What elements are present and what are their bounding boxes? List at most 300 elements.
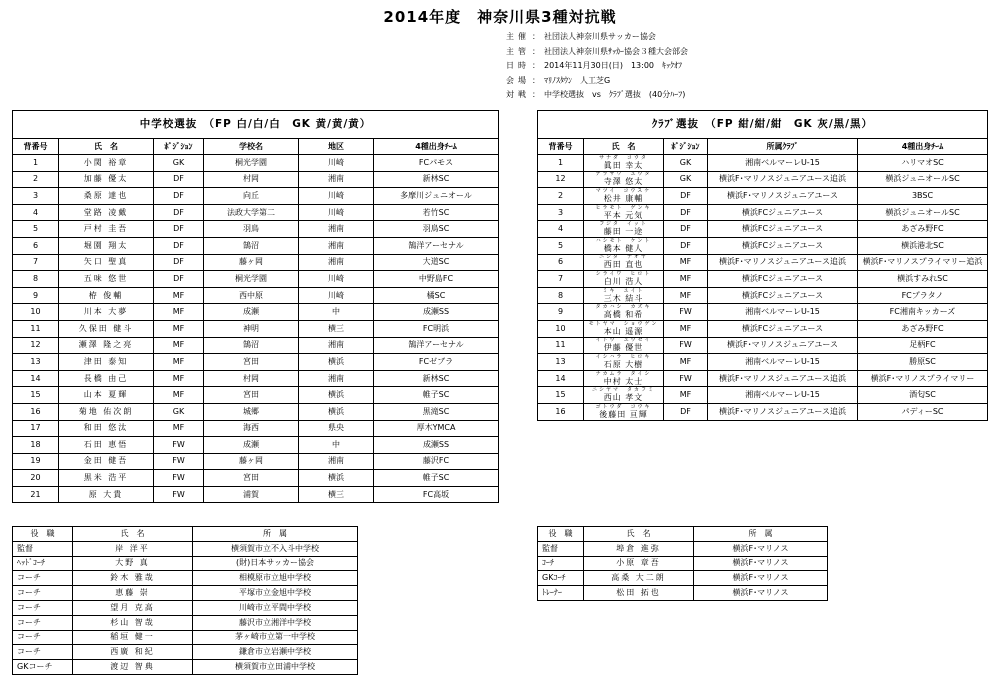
school-selection-table	[12, 110, 499, 503]
club: 湘南ベルマーレU-15	[708, 155, 858, 172]
player-furigana: モトヤマ ショウゲン	[588, 320, 659, 327]
position: DF	[664, 237, 708, 254]
table-row	[13, 437, 499, 454]
shirt-number: 2	[13, 171, 59, 188]
player-kanji: 藤田 一途	[603, 227, 644, 237]
school: 鵠沼	[204, 337, 299, 354]
staff-affiliation: 川崎市立平間中学校	[193, 600, 358, 615]
info-value: 中学校選抜 vs ｸﾗﾌﾞ選抜 (40分ﾊｰﾌ)	[544, 90, 686, 99]
club: 湘南ベルマーレU-15	[708, 387, 858, 404]
position: DF	[154, 237, 204, 254]
school: 城郷	[204, 403, 299, 420]
player-furigana: イトウ ユウセイ	[595, 337, 652, 344]
table-row	[538, 337, 988, 354]
table-row	[538, 556, 828, 571]
club: 湘南ベルマーレU-15	[708, 354, 858, 371]
player-kanji: 平本 元気	[603, 210, 644, 220]
shirt-number: 12	[538, 171, 584, 188]
shirt-number: 3	[538, 204, 584, 221]
info-value: 2014年11月30日(日) 13:00 ｷｯｸｵﾌ	[544, 61, 683, 70]
table-row	[538, 403, 988, 420]
player-name: 堂路 凌戴	[59, 204, 154, 221]
origin-team: パディーSC	[858, 403, 988, 420]
player-name: 小関 裕章	[59, 155, 154, 172]
table-row	[13, 337, 499, 354]
staff-affiliation: 横浜F･マリノス	[694, 571, 828, 586]
player-name: 矢口 聖真	[59, 254, 154, 271]
player-furigana: ニシヤマ タカフミ	[591, 387, 655, 394]
column-header: 4種出身ﾁｰﾑ	[374, 139, 499, 155]
position: DF	[664, 221, 708, 238]
player-name	[584, 320, 664, 337]
player-name	[584, 337, 664, 354]
shirt-number: 12	[13, 337, 59, 354]
player-name: 金田 健吾	[59, 453, 154, 470]
player-kanji: 中村 太士	[603, 376, 644, 386]
staff-affiliation: 茅ヶ崎市立第一中学校	[193, 630, 358, 645]
staff-role: コーチ	[13, 630, 73, 645]
district: 横浜	[299, 354, 374, 371]
origin-team: 成瀬SS	[374, 437, 499, 454]
staff-affiliation: 横浜F･マリノス	[694, 556, 828, 571]
info-separator: ：	[532, 32, 540, 41]
school: 藤ヶ岡	[204, 453, 299, 470]
district: 横浜	[299, 387, 374, 404]
column-header: 所 属	[694, 527, 828, 542]
info-row	[506, 30, 688, 45]
column-header: 役 職	[538, 527, 584, 542]
player-furigana: イシハラ ヒロキ	[595, 353, 652, 360]
info-value: 社団法人神奈川県サッカー協会	[544, 32, 656, 41]
school: 宮田	[204, 354, 299, 371]
district: 湘南	[299, 370, 374, 387]
shirt-number: 15	[538, 387, 584, 404]
table-row	[13, 155, 499, 172]
position: MF	[154, 320, 204, 337]
position: MF	[154, 387, 204, 404]
staff-role: コーチ	[13, 571, 73, 586]
shirt-number: 8	[538, 287, 584, 304]
origin-team: 新林SC	[374, 171, 499, 188]
district: 川崎	[299, 204, 374, 221]
school: 羽鳥	[204, 221, 299, 238]
position: FW	[154, 437, 204, 454]
position: DF	[154, 254, 204, 271]
club-selection-table	[537, 110, 988, 421]
info-label: 対戦	[506, 90, 530, 99]
position: FW	[664, 304, 708, 321]
player-kanji: 橋本 健人	[603, 243, 644, 253]
info-label: 主管	[506, 46, 530, 56]
player-kanji: 西山 孝文	[603, 393, 644, 403]
position: MF	[154, 420, 204, 437]
shirt-number: 5	[538, 237, 584, 254]
player-furigana: ハシモト ケント	[595, 237, 652, 244]
player-furigana: マツイ コウスケ	[595, 187, 652, 194]
team-heading-row	[538, 111, 988, 139]
player-name: 長橋 由己	[59, 370, 154, 387]
origin-team: 成瀬SS	[374, 304, 499, 321]
table-row	[13, 354, 499, 371]
staff-name: 大野 真	[73, 556, 193, 571]
position: MF	[664, 387, 708, 404]
district: 中	[299, 437, 374, 454]
player-kanji: 眞田 幸太	[603, 160, 644, 170]
origin-team: 酒匂SC	[858, 387, 988, 404]
column-header: 役 職	[13, 527, 73, 542]
district: 川崎	[299, 155, 374, 172]
player-name	[584, 387, 664, 404]
club: 横浜FCジュニアユース	[708, 221, 858, 238]
origin-team: 帷子SC	[374, 470, 499, 487]
player-name	[584, 171, 664, 188]
position: DF	[664, 403, 708, 420]
shirt-number: 20	[13, 470, 59, 487]
column-header: 氏 名	[59, 139, 154, 155]
table-row	[13, 470, 499, 487]
player-kanji: 三木 結斗	[603, 293, 644, 303]
position: DF	[154, 204, 204, 221]
team-heading-row	[13, 111, 499, 139]
position: MF	[664, 320, 708, 337]
shirt-number: 11	[13, 320, 59, 337]
table-row	[538, 188, 988, 205]
column-header: 背番号	[13, 139, 59, 155]
shirt-number: 7	[538, 271, 584, 288]
table-row	[13, 403, 499, 420]
staff-role: GKｺｰﾁ	[538, 571, 584, 586]
district: 中	[299, 304, 374, 321]
player-name: 五味 悠世	[59, 271, 154, 288]
club: 横浜FCジュニアユース	[708, 271, 858, 288]
document-title: 2014年度 神奈川県3種対抗戦	[383, 8, 617, 26]
table-row	[538, 304, 988, 321]
staff-role: 監督	[538, 541, 584, 556]
player-furigana: フジタ イット	[599, 221, 648, 228]
table-row	[13, 660, 358, 675]
origin-team: FC明浜	[374, 320, 499, 337]
staff-role: コーチ	[13, 586, 73, 601]
club: 横浜F･マリノスジュニアユース	[708, 188, 858, 205]
school: 向丘	[204, 188, 299, 205]
staff-name: 西廣 和紀	[73, 645, 193, 660]
info-label: 会場	[506, 75, 530, 85]
staff-name: 小原 章吾	[584, 556, 694, 571]
origin-team: 厚木YMCA	[374, 420, 499, 437]
shirt-number: 21	[13, 486, 59, 503]
staff-name: 鈴木 雅哉	[73, 571, 193, 586]
shirt-number: 8	[13, 271, 59, 288]
player-furigana: ゴトウダ コウキ	[595, 403, 652, 410]
origin-team: 藤沢FC	[374, 453, 499, 470]
origin-team: 鵠洋アーセナル	[374, 237, 499, 254]
origin-team: 勝原SC	[858, 354, 988, 371]
shirt-number: 1	[538, 155, 584, 172]
shirt-number: 10	[13, 304, 59, 321]
player-kanji: 後藤田 亘輝	[599, 409, 648, 419]
info-row	[506, 45, 688, 60]
origin-team: FCプラタノ	[858, 287, 988, 304]
origin-team: 若竹SC	[374, 204, 499, 221]
origin-team: FC高坂	[374, 486, 499, 503]
origin-team: FCパモス	[374, 155, 499, 172]
table-row	[13, 420, 499, 437]
table-row	[13, 387, 499, 404]
origin-team: 3BSC	[858, 188, 988, 205]
table-row	[538, 571, 828, 586]
district: 横三	[299, 486, 374, 503]
table-row	[538, 370, 988, 387]
club: 横浜FCジュニアユース	[708, 320, 858, 337]
school-staff-table	[12, 526, 358, 675]
info-value: ﾏﾘﾉｽﾀｳﾝ 人工芝G	[544, 75, 611, 85]
origin-team: ハリマオSC	[858, 155, 988, 172]
player-name: 堀園 翔太	[59, 237, 154, 254]
staff-name: 稲垣 健一	[73, 630, 193, 645]
district: 湘南	[299, 171, 374, 188]
origin-team: 大道SC	[374, 254, 499, 271]
column-header: 地区	[299, 139, 374, 155]
table-row	[538, 287, 988, 304]
district: 横浜	[299, 470, 374, 487]
district: 川崎	[299, 287, 374, 304]
shirt-number: 4	[13, 204, 59, 221]
school: 神明	[204, 320, 299, 337]
column-header: 所 属	[193, 527, 358, 542]
player-name	[584, 271, 664, 288]
player-name: 川本 大夢	[59, 304, 154, 321]
player-name: 瀬澤 隆之亮	[59, 337, 154, 354]
school: 宮田	[204, 387, 299, 404]
player-kanji: 高橋 和希	[603, 310, 644, 320]
staff-name: 松田 拓也	[584, 586, 694, 601]
club: 横浜FCジュニアユース	[708, 204, 858, 221]
staff-role: コーチ	[13, 600, 73, 615]
player-name: 黒米 浩平	[59, 470, 154, 487]
position: DF	[664, 204, 708, 221]
staff-role: コーチ	[13, 615, 73, 630]
origin-team: 横浜ジュニオールSC	[858, 204, 988, 221]
position: MF	[154, 287, 204, 304]
staff-role: ｺｰﾁ	[538, 556, 584, 571]
staff-name: 渡辺 智典	[73, 660, 193, 675]
player-furigana: ミキ ユイト	[602, 287, 645, 294]
player-name	[584, 304, 664, 321]
district: 横浜	[299, 403, 374, 420]
info-separator: ：	[532, 46, 540, 56]
column-header: 氏 名	[73, 527, 193, 542]
table-row	[13, 287, 499, 304]
column-header: 4種出身ﾁｰﾑ	[858, 139, 988, 155]
table-row	[13, 615, 358, 630]
table-row	[13, 453, 499, 470]
staff-affiliation: (財)日本サッカー協会	[193, 556, 358, 571]
shirt-number: 13	[538, 354, 584, 371]
position: FW	[664, 337, 708, 354]
shirt-number: 5	[13, 221, 59, 238]
origin-team: 足柄FC	[858, 337, 988, 354]
position: DF	[664, 188, 708, 205]
player-name	[584, 254, 664, 271]
club: 横浜F･マリノスジュニアユース	[708, 337, 858, 354]
shirt-number: 6	[538, 254, 584, 271]
column-header: ﾎﾟｼﾞｼｮﾝ	[154, 139, 204, 155]
player-kanji: 石原 大樹	[603, 359, 644, 369]
position: GK	[154, 403, 204, 420]
table-row	[538, 237, 988, 254]
player-kanji: 白川 浩人	[603, 276, 644, 286]
origin-team: 横浜F･マリノスプライマリー追浜	[858, 254, 988, 271]
info-label: 主催	[506, 32, 530, 41]
district: 湘南	[299, 221, 374, 238]
staff-affiliation: 横須賀市立田浦中学校	[193, 660, 358, 675]
position: FW	[154, 470, 204, 487]
district: 川崎	[299, 271, 374, 288]
player-name	[584, 237, 664, 254]
position: MF	[154, 354, 204, 371]
table-row	[13, 320, 499, 337]
table-row	[538, 387, 988, 404]
table-row	[538, 221, 988, 238]
column-header-row	[13, 139, 499, 155]
player-name	[584, 221, 664, 238]
table-row	[13, 171, 499, 188]
info-separator: ：	[532, 75, 540, 85]
player-name: 石田 恵悟	[59, 437, 154, 454]
origin-team: 多摩川ジュニオール	[374, 188, 499, 205]
player-name: 久保田 健斗	[59, 320, 154, 337]
player-name: 栫 俊輔	[59, 287, 154, 304]
table-row	[13, 237, 499, 254]
shirt-number: 9	[538, 304, 584, 321]
shirt-number: 2	[538, 188, 584, 205]
column-header-row	[538, 139, 988, 155]
position: FW	[154, 486, 204, 503]
info-row	[506, 74, 688, 89]
school: 成瀬	[204, 304, 299, 321]
player-name: 戸村 圭吾	[59, 221, 154, 238]
origin-team: 横浜すみれSC	[858, 271, 988, 288]
table-row	[538, 541, 828, 556]
player-kanji: 本山 遥源	[603, 326, 644, 336]
school: 宮田	[204, 470, 299, 487]
school: 法政大学第二	[204, 204, 299, 221]
position: MF	[154, 370, 204, 387]
position: DF	[154, 221, 204, 238]
origin-team: FCゼブラ	[374, 354, 499, 371]
position: MF	[154, 304, 204, 321]
club: 横浜F･マリノスジュニアユース追浜	[708, 403, 858, 420]
player-furigana: シライワ ヒロト	[595, 270, 652, 277]
table-row	[13, 486, 499, 503]
table-row	[538, 354, 988, 371]
player-name: 加藤 優太	[59, 171, 154, 188]
player-name	[584, 403, 664, 420]
info-row	[506, 59, 688, 74]
table-row	[13, 645, 358, 660]
table-row	[13, 630, 358, 645]
origin-team: 羽鳥SC	[374, 221, 499, 238]
column-header-row	[13, 527, 358, 542]
shirt-number: 6	[13, 237, 59, 254]
school: 浦賀	[204, 486, 299, 503]
district: 湘南	[299, 453, 374, 470]
player-name	[584, 188, 664, 205]
district: 湘南	[299, 237, 374, 254]
staff-name: 恵藤 崇	[73, 586, 193, 601]
table-row	[13, 204, 499, 221]
player-furigana: ナカムラ タイシ	[595, 370, 652, 377]
staff-role: コーチ	[13, 645, 73, 660]
origin-team: 鵠洋アーセナル	[374, 337, 499, 354]
position: GK	[664, 171, 708, 188]
info-separator: ：	[532, 90, 540, 99]
player-name	[584, 370, 664, 387]
district: 川崎	[299, 188, 374, 205]
school: 成瀬	[204, 437, 299, 454]
school: 桐光学園	[204, 271, 299, 288]
info-separator: ：	[532, 61, 540, 70]
position: MF	[154, 337, 204, 354]
player-name: 桑原 達也	[59, 188, 154, 205]
district: 湘南	[299, 337, 374, 354]
school: 鵠沼	[204, 237, 299, 254]
shirt-number: 9	[13, 287, 59, 304]
shirt-number: 18	[13, 437, 59, 454]
team-heading: ｸﾗﾌﾞ選抜 （FP 紺/紺/紺 GK 灰/黒/黒）	[538, 111, 988, 139]
team-heading: 中学校選抜 （FP 白/白/白 GK 黄/黄/黄）	[13, 111, 499, 139]
player-furigana: ヒラモト ゲンキ	[595, 204, 652, 211]
staff-affiliation: 平塚市立金旭中学校	[193, 586, 358, 601]
shirt-number: 15	[13, 387, 59, 404]
district: 県央	[299, 420, 374, 437]
staff-affiliation: 横浜F･マリノス	[694, 586, 828, 601]
school: 海西	[204, 420, 299, 437]
origin-team: 帷子SC	[374, 387, 499, 404]
column-header: 所属ｸﾗﾌﾞ	[708, 139, 858, 155]
staff-affiliation: 横須賀市立不入斗中学校	[193, 541, 358, 556]
staff-role: GKコーチ	[13, 660, 73, 675]
player-furigana: テラサワ ユウタ	[595, 171, 652, 178]
table-row	[13, 370, 499, 387]
player-furigana: サナダ コウタ	[599, 154, 648, 161]
staff-affiliation: 横浜F･マリノス	[694, 541, 828, 556]
school: 村岡	[204, 370, 299, 387]
shirt-number: 4	[538, 221, 584, 238]
origin-team: 中野島FC	[374, 271, 499, 288]
position: GK	[154, 155, 204, 172]
origin-team: FC湘南キッカーズ	[858, 304, 988, 321]
origin-team: あざみ野FC	[858, 221, 988, 238]
table-row	[13, 271, 499, 288]
staff-affiliation: 藤沢市立湘洋中学校	[193, 615, 358, 630]
table-row	[13, 541, 358, 556]
shirt-number: 16	[13, 403, 59, 420]
table-row	[13, 304, 499, 321]
staff-name: 高桑 大二朗	[584, 571, 694, 586]
player-name: 津田 泰知	[59, 354, 154, 371]
table-row	[538, 204, 988, 221]
player-name: 和田 悠汰	[59, 420, 154, 437]
position: MF	[664, 354, 708, 371]
position: DF	[154, 271, 204, 288]
position: FW	[154, 453, 204, 470]
table-row	[13, 188, 499, 205]
player-kanji: 寺澤 悠太	[603, 177, 644, 187]
player-name	[584, 354, 664, 371]
column-header: 氏 名	[584, 527, 694, 542]
school: 村岡	[204, 171, 299, 188]
